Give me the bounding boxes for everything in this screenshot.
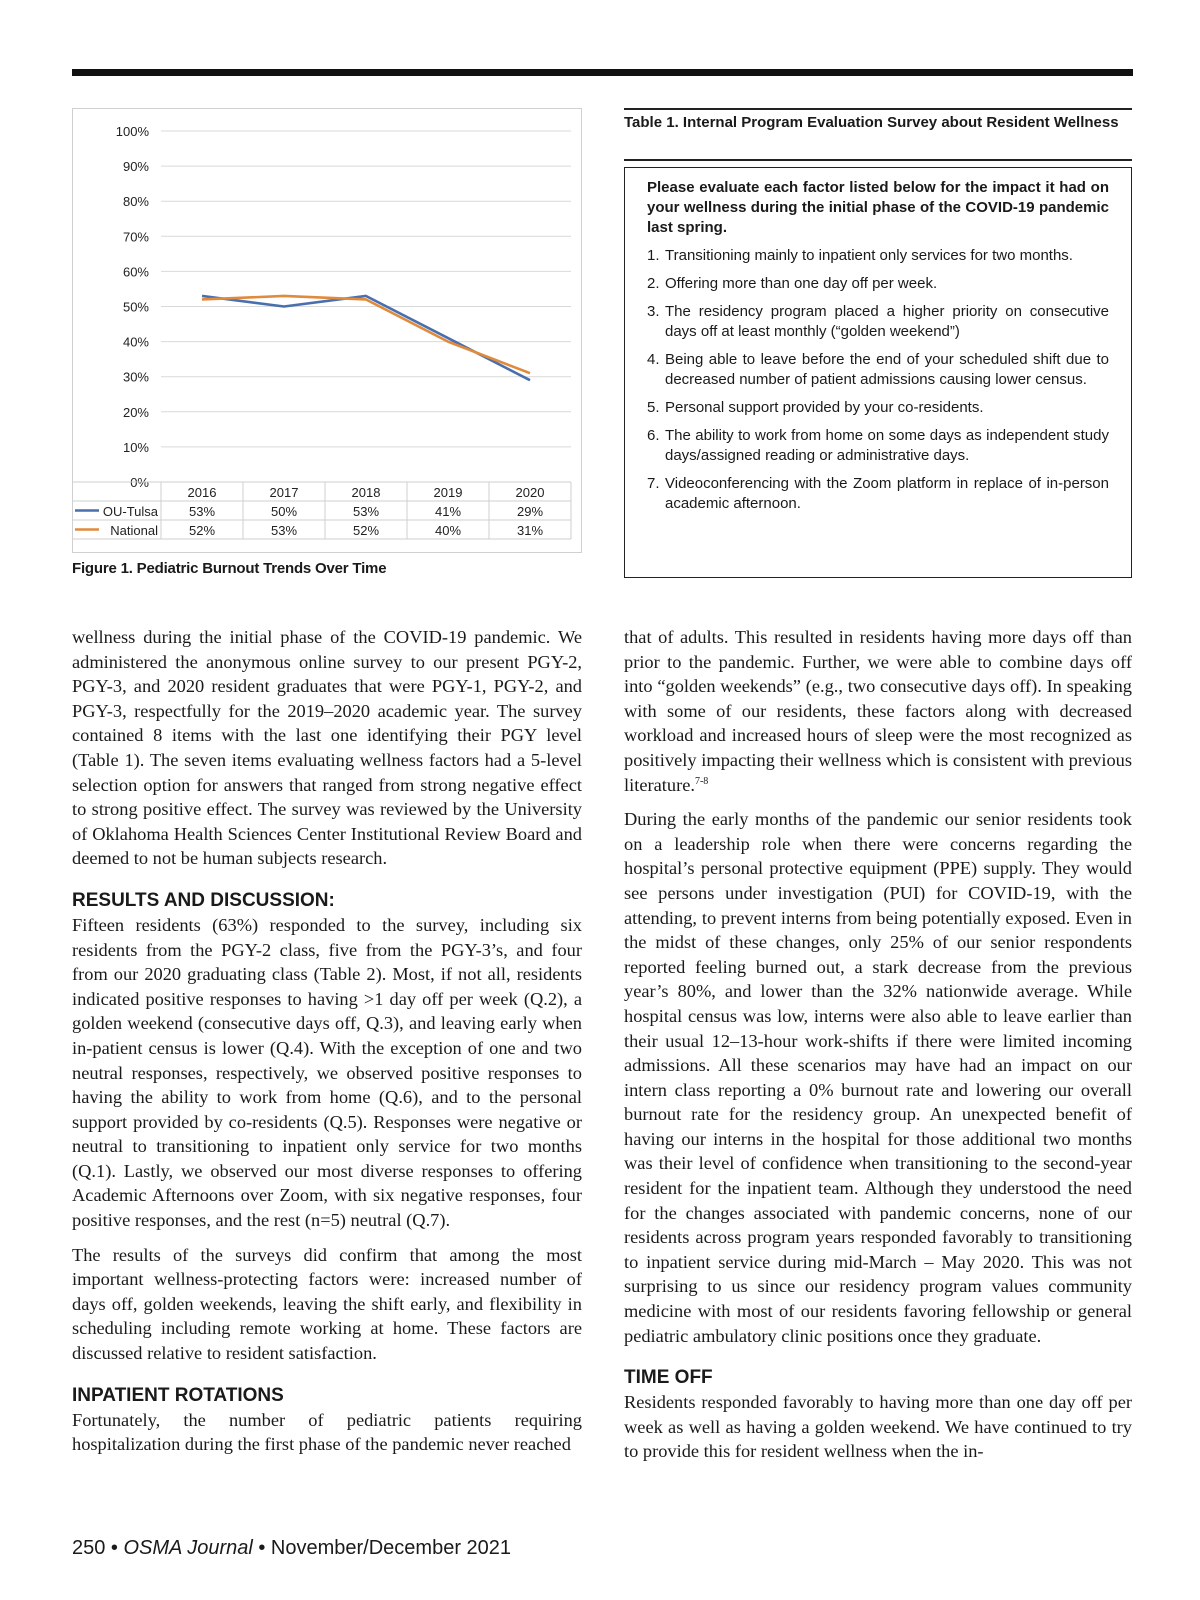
table-title-rule bbox=[624, 159, 1132, 161]
x-category-label: 2016 bbox=[187, 485, 217, 500]
data-label: 53% bbox=[188, 504, 216, 519]
table-1-box bbox=[624, 167, 1132, 578]
item-number: 2. bbox=[647, 275, 660, 292]
y-tick-label: 80% bbox=[122, 194, 149, 210]
legend-label: OU-Tulsa bbox=[102, 504, 158, 519]
table-prompt: Please evaluate each factor listed below for the impact it had on your wellness during the initial phase of the COVID-19 pandemic last spring. bbox=[647, 179, 1109, 236]
data-label: 40% bbox=[434, 523, 462, 538]
data-label: 53% bbox=[270, 523, 298, 538]
item-text: Offering more than one day off per week. bbox=[665, 275, 938, 292]
item-text: The ability to work from home on some days as independent study days/assigned reading or administrative days. bbox=[665, 427, 1109, 464]
table-item bbox=[647, 350, 1109, 390]
data-label: 50% bbox=[270, 504, 298, 519]
page-number: 250 • bbox=[72, 1537, 124, 1559]
series-line-ou-tulsa bbox=[202, 296, 530, 380]
paragraph: Fortunately, the number of pediatric patients requiring hospitalization during the first phase of the pandemic never reached bbox=[72, 1409, 582, 1455]
table-item bbox=[647, 474, 1109, 514]
data-label: 52% bbox=[188, 523, 216, 538]
item-number: 6. bbox=[647, 427, 660, 444]
journal-name: OSMA Journal bbox=[123, 1537, 253, 1559]
data-label: 29% bbox=[516, 504, 544, 519]
section-heading-time-off: TIME OFF bbox=[624, 1367, 713, 1389]
table-top-rule bbox=[624, 108, 1132, 110]
item-text: Transitioning mainly to inpatient only services for two months. bbox=[665, 247, 1073, 264]
table-title: Table 1. Internal Program Evaluation Survey about Resident Wellness bbox=[624, 114, 1119, 131]
item-text: Videoconferencing with the Zoom platform in replace of in-person academic afternoon. bbox=[665, 475, 1109, 512]
y-tick-label: 60% bbox=[122, 264, 149, 280]
table-item bbox=[647, 302, 1109, 342]
left-column bbox=[72, 625, 582, 1467]
page-footer bbox=[72, 1537, 511, 1560]
paragraph: The results of the surveys did confirm that among the most important wellness-protecting factors were: increased number of days off, golden weekends, leaving the shift early, and flexibility in scheduling including remote working at home. These factors are discussed relative to resident satisfaction. bbox=[72, 1244, 582, 1364]
y-tick-label: 20% bbox=[122, 404, 149, 420]
paragraph bbox=[624, 625, 1132, 797]
x-category-label: 2020 bbox=[515, 485, 545, 500]
reference-superscript: 7-8 bbox=[694, 775, 709, 787]
series-line-national bbox=[202, 296, 530, 373]
item-number: 5. bbox=[647, 399, 660, 416]
y-tick-label: 100% bbox=[115, 124, 149, 139]
y-tick-label: 40% bbox=[122, 334, 149, 350]
line-chart bbox=[73, 109, 583, 554]
item-number: 3. bbox=[647, 303, 660, 320]
y-tick-label: 0% bbox=[130, 475, 149, 490]
y-tick-label: 90% bbox=[122, 159, 149, 175]
table-item bbox=[647, 426, 1109, 466]
data-label: 53% bbox=[352, 504, 380, 519]
section-heading-results: RESULTS AND DISCUSSION: bbox=[72, 889, 335, 911]
paragraph: Fifteen residents (63%) responded to the survey, including six residents from the PGY-2 class, five from the PGY-3’s, and four from our 2020 graduating class (Table 2). Most, if not all, residents indicated positive responses to having >1 day off per week (Q.2), a golden weekend (consecutive days off, Q.3), and leaving early when in-patient census is lower (Q.4). With the exception of one and two neutral responses, respectively, we observed positive responses to having the ability to work from home (Q.6), and to the personal support provided by co-residents (Q.5). Responses were negative or neutral to transitioning to inpatient only service for two months (Q.1). Lastly, we observed our most diverse responses to offering Academic Afternoons over Zoom, with six negative responses, four positive responses, and the rest (n=5) neutral (Q.7). bbox=[72, 914, 582, 1231]
x-category-label: 2018 bbox=[351, 485, 381, 500]
legend-label: National bbox=[110, 523, 158, 538]
issue-date: • November/December 2021 bbox=[252, 1537, 512, 1559]
x-category-label: 2019 bbox=[433, 485, 463, 500]
top-rule bbox=[72, 69, 1133, 76]
paragraph: During the early months of the pandemic our senior residents took on a leadership role when there were concerns regarding the hospital’s personal protective equipment (PPE) supply. They would see persons under investigation (PUI) for COVID-19, with the attending, to prevent interns from being potentially exposed. Even in the midst of these changes, only 25% of our senior respondents reported feeling burned out, a stark decrease from the previous year’s 80%, and lower than the 32% nationwide average. While hospital census was low, interns were also able to leave earlier than their usual 12–13-hour work-shifts if there were limited incoming admissions. All these scenarios may have had an impact on our intern class reporting a 0% burnout rate and lowering our overall burnout rate for the residency group. An unexpected benefit of having our interns in the hospital for those additional two months was their level of confidence when transitioning to the second-year resident for the inpatient team. Although they understood the need for the changes associated with pandemic concerns, none of our residents across program years responded favorably to transitioning to inpatient service during mid-March – May 2020. This was not surprising to us since our residency program values community medicine with most of our residents favoring fellowship or general pediatric ambulatory clinic positions once they graduate. bbox=[624, 809, 1132, 1346]
y-tick-label: 70% bbox=[122, 229, 149, 245]
section-heading-inpatient: INPATIENT ROTATIONS bbox=[72, 1384, 284, 1406]
y-tick-label: 50% bbox=[122, 299, 149, 315]
item-text: The residency program placed a higher priority on consecutive days off at least monthly (“golden weekend”) bbox=[665, 303, 1109, 340]
paragraph: Residents responded favorably to having more than one day off per week as well as having a golden weekend. We have continued to try to provide this for resident wellness when the in- bbox=[624, 1392, 1132, 1462]
figure-caption: Figure 1. Pediatric Burnout Trends Over Time bbox=[72, 560, 387, 577]
item-number: 7. bbox=[647, 475, 660, 492]
paragraph: wellness during the initial phase of the COVID-19 pandemic. We administered the anonymous online survey to our present PGY-2, PGY-3, and 2020 resident graduates that were PGY-1, PGY-2, and PGY-3, respectfully for the 2019–2020 academic year. The survey contained 8 items with the last one identifying their PGY level (Table 1). The seven items evaluating wellness factors had a 5-level selection option for answers that ranged from strong negative effect to strong positive effect. The survey was reviewed by the University of Oklahoma Health Sciences Center Institutional Review Board and deemed to not be human subjects research. bbox=[72, 627, 582, 869]
y-tick-label: 10% bbox=[122, 439, 149, 455]
data-label: 31% bbox=[516, 523, 544, 538]
paragraph-text: that of adults. This resulted in residents having more days off than prior to the pandemic. Further, we were able to combine days off into “golden weekends” (e.g., two consecutive days off). In speaking with some of our residents, these factors along with decreased workload and increased hours of sleep were the most recognized as positively impacting their wellness which is consistent with previous literature. bbox=[624, 627, 1132, 795]
figure-1-chart bbox=[72, 108, 582, 553]
right-column bbox=[624, 625, 1132, 1474]
table-item-list bbox=[647, 246, 1109, 514]
x-category-label: 2017 bbox=[269, 485, 299, 500]
item-number: 4. bbox=[647, 351, 660, 368]
item-number: 1. bbox=[647, 247, 660, 264]
item-text: Personal support provided by your co-residents. bbox=[665, 399, 984, 416]
table-item bbox=[647, 274, 1109, 294]
data-label: 41% bbox=[434, 504, 462, 519]
data-label: 52% bbox=[352, 523, 380, 538]
item-text: Being able to leave before the end of your scheduled shift due to decreased number of patient admissions causing lower census. bbox=[665, 351, 1109, 388]
table-item bbox=[647, 246, 1109, 266]
y-tick-label: 30% bbox=[122, 369, 149, 385]
table-item bbox=[647, 398, 1109, 418]
